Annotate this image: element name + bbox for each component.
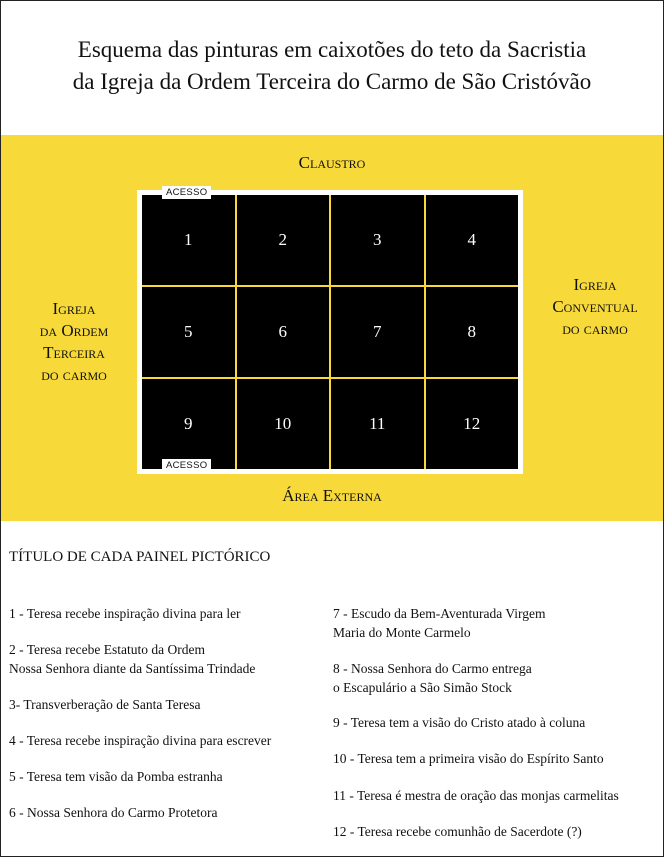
- left-label: [14, 298, 134, 386]
- right-label-line: Conventual: [552, 297, 638, 316]
- panel-cell: 1: [142, 195, 235, 285]
- panel-cell: 9: [142, 379, 235, 469]
- access-label-bottom: ACESSO: [162, 459, 211, 472]
- legend-item-text: 1 - Teresa recebe inspiração divina para ler: [9, 606, 241, 621]
- legend-item: [333, 604, 546, 642]
- legend-item: [9, 695, 201, 714]
- panel-cell: 5: [142, 287, 235, 377]
- panel-cell: 12: [426, 379, 519, 469]
- title-line-2: da Igreja da Ordem Terceira do Carmo de São Cristóvão: [72, 69, 592, 94]
- legend-item-text: 4 - Teresa recebe inspiração divina para escrever: [9, 733, 272, 748]
- panel-cell: 10: [237, 379, 330, 469]
- legend-item: [333, 786, 619, 805]
- left-label-line: Igreja: [52, 299, 96, 318]
- access-label-top: ACESSO: [162, 186, 211, 199]
- legend-item-text: 12 - Teresa recebe comunhão de Sacerdote (?): [333, 824, 582, 839]
- legend-item-text: Maria do Monte Carmelo: [333, 625, 471, 640]
- legend-item: [333, 659, 532, 697]
- legend-item-text: 9 - Teresa tem a visão do Cristo atado à coluna: [333, 715, 586, 730]
- legend-item-text: 2 - Teresa recebe Estatuto da Ordem: [9, 642, 205, 657]
- right-label-line: Igreja: [573, 275, 617, 294]
- panel-cell: 11: [331, 379, 424, 469]
- legend-item: [9, 803, 217, 822]
- right-label-line: do carmo: [562, 319, 628, 338]
- legend-item-text: 10 - Teresa tem a primeira visão do Espírito Santo: [333, 751, 604, 766]
- panel-cell: 6: [237, 287, 330, 377]
- legend-item-text: 11 - Teresa é mestra de oração das monjas carmelitas: [333, 788, 619, 803]
- panel-cell: 7: [331, 287, 424, 377]
- top-label: Claustro: [298, 153, 366, 172]
- right-label: [535, 274, 655, 340]
- page-title: [0, 34, 664, 98]
- left-label-line: Terceira: [43, 343, 105, 362]
- ceiling-grid: [142, 195, 518, 469]
- legend-item: [9, 767, 223, 786]
- legend-title: TÍTULO DE CADA PAINEL PICTÓRICO: [9, 549, 271, 565]
- legend-item-text: 6 - Nossa Senhora do Carmo Protetora: [9, 805, 218, 820]
- legend-item-text: 7 - Escudo da Bem-Aventurada Virgem: [333, 606, 546, 621]
- left-label-line: da Ordem: [39, 321, 109, 340]
- legend-item: [333, 822, 582, 841]
- legend-item-text: 3- Transverberação de Santa Teresa: [9, 697, 201, 712]
- legend-item-text: o Escapulário a São Simão Stock: [333, 680, 512, 695]
- panel-cell: 4: [426, 195, 519, 285]
- legend-item-text: Nossa Senhora diante da Santíssima Trindade: [9, 661, 256, 676]
- legend-item-text: 8 - Nossa Senhora do Carmo entrega: [333, 661, 532, 676]
- panel-cell: 3: [331, 195, 424, 285]
- legend-item: [9, 640, 255, 678]
- left-label-line: do carmo: [41, 365, 107, 384]
- legend-item: [9, 604, 241, 623]
- panel-cell: 2: [237, 195, 330, 285]
- legend-item-text: 5 - Teresa tem visão da Pomba estranha: [9, 769, 223, 784]
- title-line-1: Esquema das pinturas em caixotões do teto da Sacristia: [77, 37, 587, 62]
- legend-item: [333, 713, 585, 732]
- bottom-label: Área Externa: [282, 486, 382, 505]
- panel-cell: 8: [426, 287, 519, 377]
- legend-item: [333, 749, 604, 768]
- legend-item: [9, 731, 271, 750]
